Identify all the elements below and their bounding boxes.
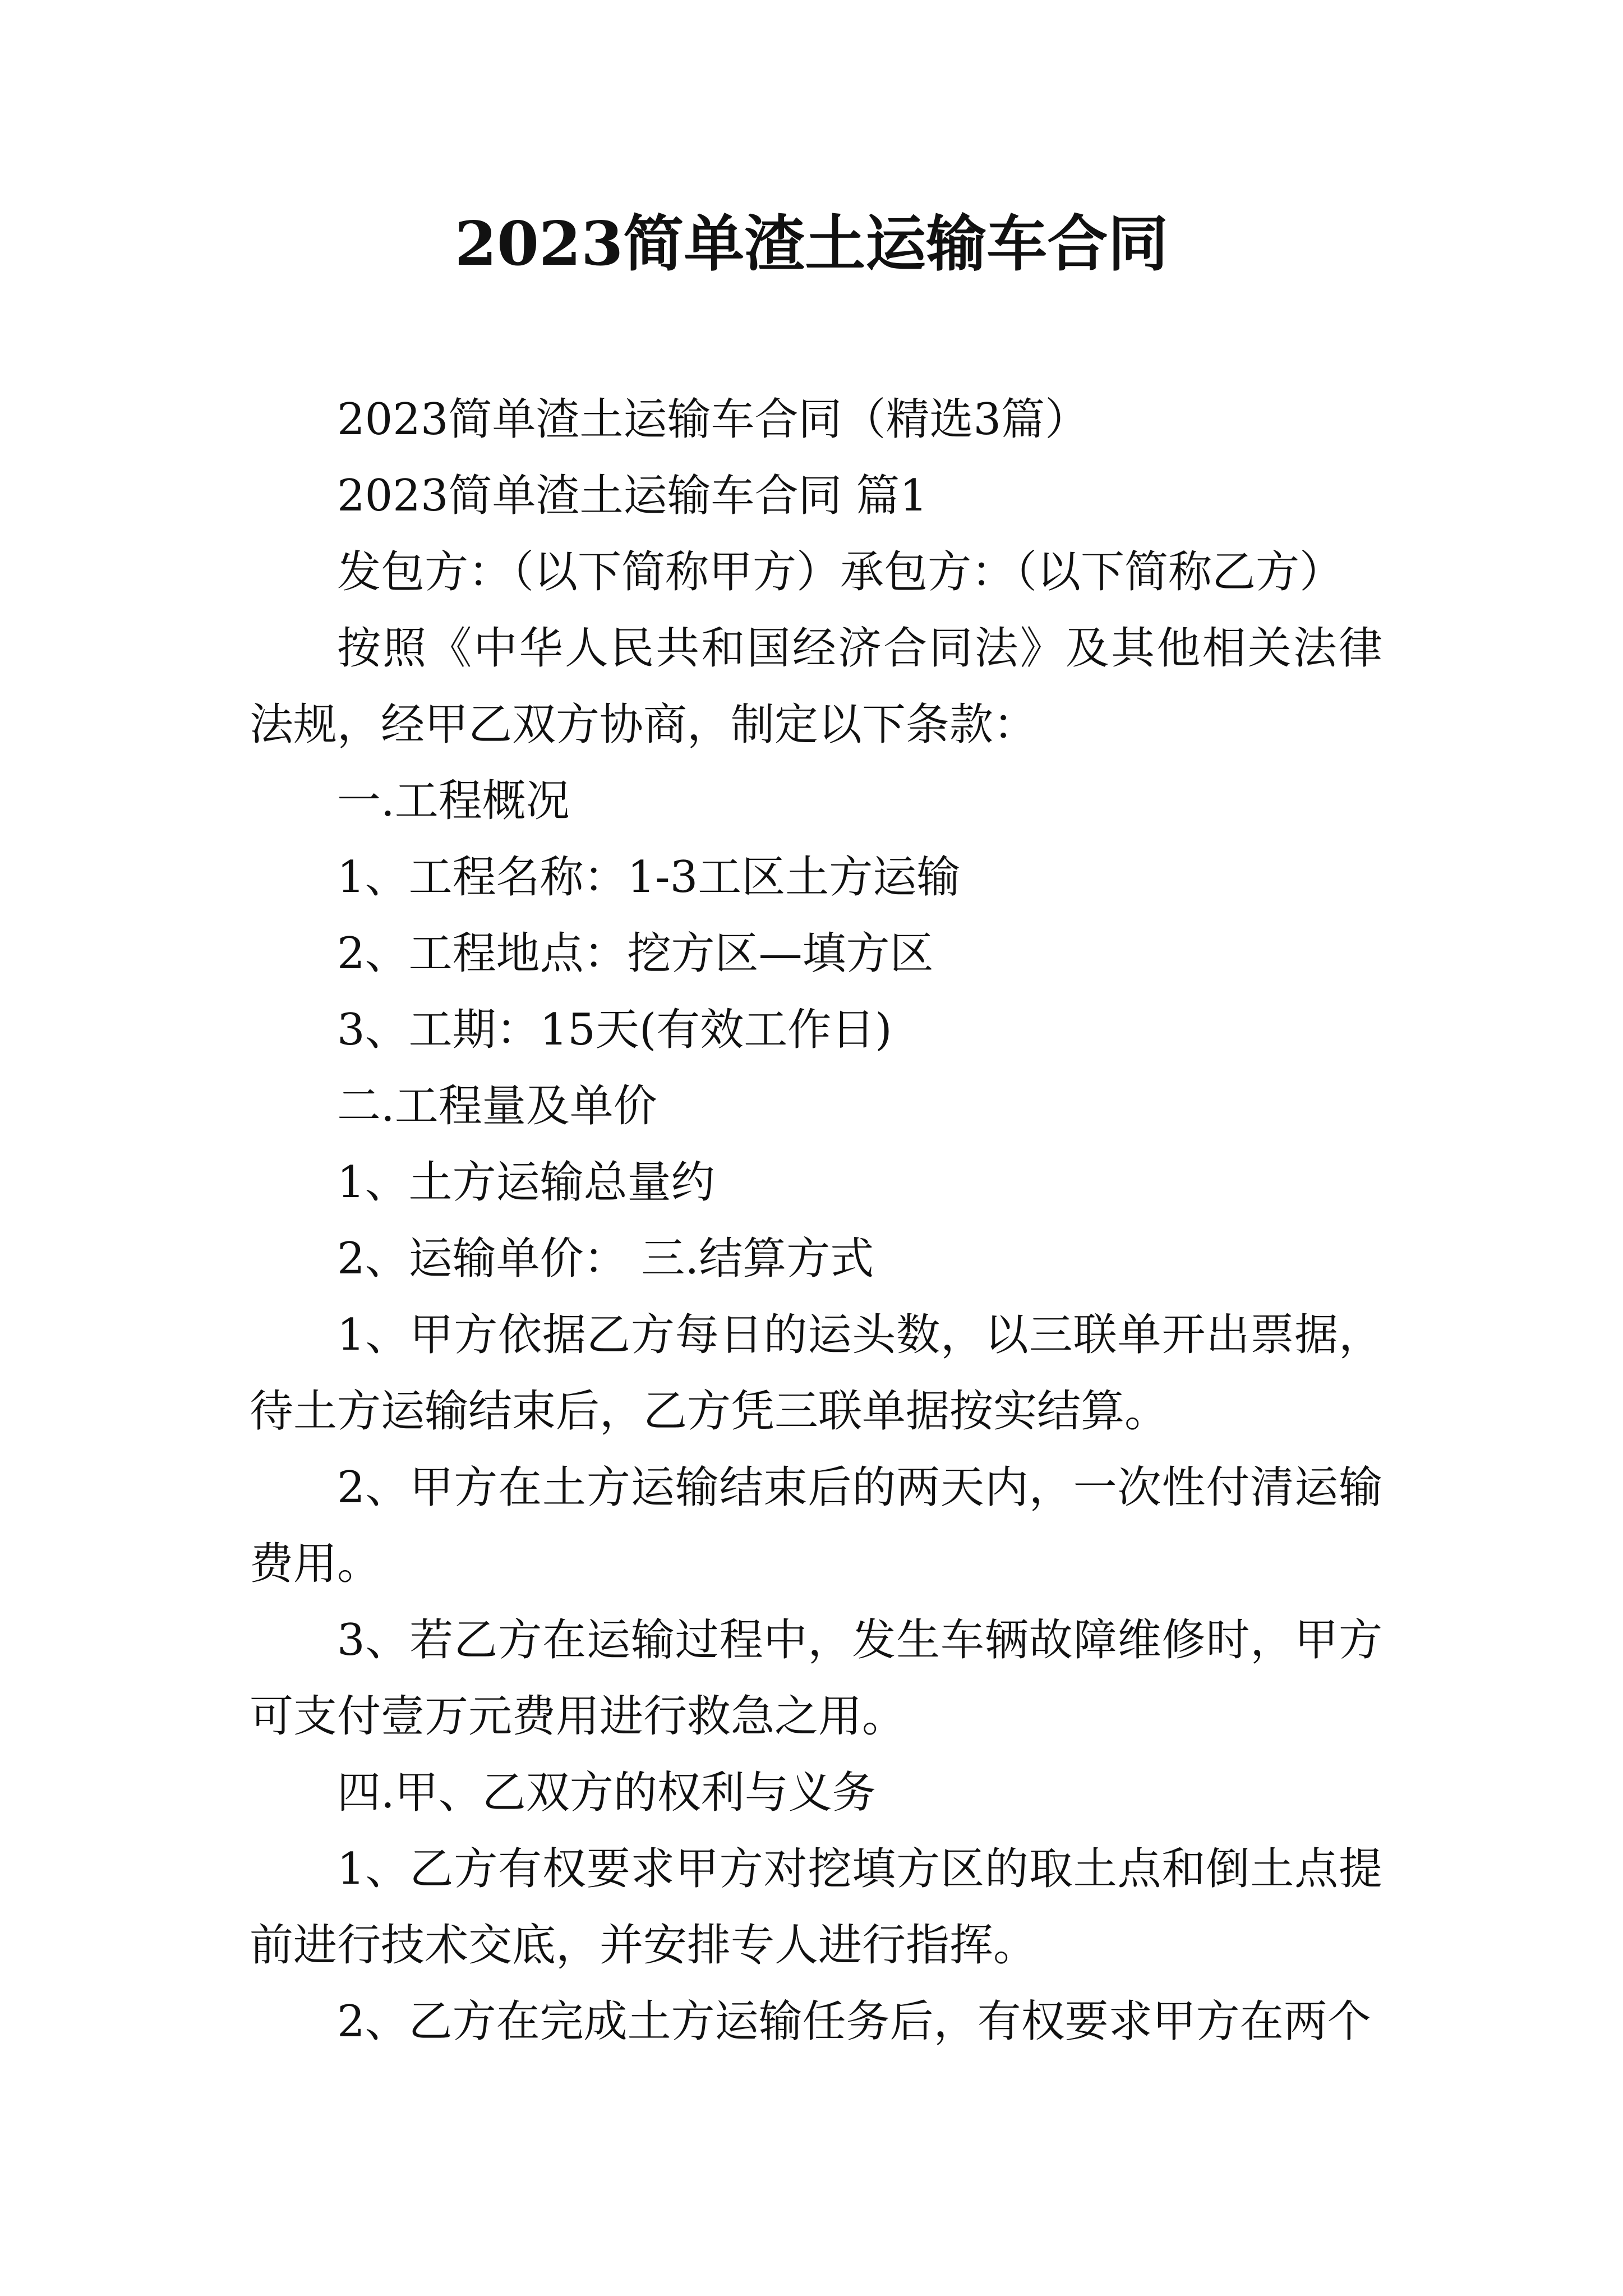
paragraph-project-location: 2、工程地点：挖方区—填方区 [337, 928, 934, 979]
paragraph-rights-2: 2、乙方在完成土方运输任务后，有权要求甲方在两个 [337, 1996, 1371, 2047]
paragraph-unit-price: 2、运输单价： 三.结算方式 [337, 1234, 874, 1284]
section-heading-overview: 一.工程概况 [337, 776, 570, 826]
paragraph-project-name: 1、工程名称：1-3工区土方运输 [337, 852, 961, 903]
paragraph-legal-basis: 按照《中华人民共和国经济合同法》及其他相关法律法规，经甲乙双方协商，制定以下条款： [250, 623, 1382, 750]
paragraph-settlement-2: 2、甲方在土方运输结束后的两天内，一次性付清运输费用。 [250, 1462, 1382, 1589]
paragraph-parties: 发包方：（以下简称甲方）承包方：（以下简称乙方） [337, 547, 1344, 597]
paragraph-settlement-3: 3、若乙方在运输过程中，发生车辆故障维修时，甲方可支付壹万元费用进行救急之用。 [250, 1615, 1382, 1742]
paragraph-settlement-1: 1、甲方依据乙方每日的运头数，以三联单开出票据，待土方运输结束后，乙方凭三联单据按实结算。 [250, 1310, 1382, 1437]
paragraph-total-volume: 1、土方运输总量约 [337, 1157, 715, 1208]
paragraph-duration: 3、工期：15天(有效工作日) [337, 1005, 892, 1055]
document-title: 2023简单渣土运输车合同 [454, 209, 1169, 279]
document-body [250, 381, 1382, 2060]
section-heading-quantity: 二.工程量及单价 [337, 1081, 657, 1131]
paragraph-subtitle: 2023简单渣土运输车合同（精选3篇） [337, 394, 1089, 445]
paragraph-rights-1: 1、乙方有权要求甲方对挖填方区的取土点和倒土点提前进行技术交底，并安排专人进行指挥。 [250, 1844, 1382, 1971]
paragraph-part-heading: 2023简单渣土运输车合同 篇1 [337, 471, 928, 521]
section-heading-rights: 四.甲、乙双方的权利与义务 [337, 1768, 876, 1818]
